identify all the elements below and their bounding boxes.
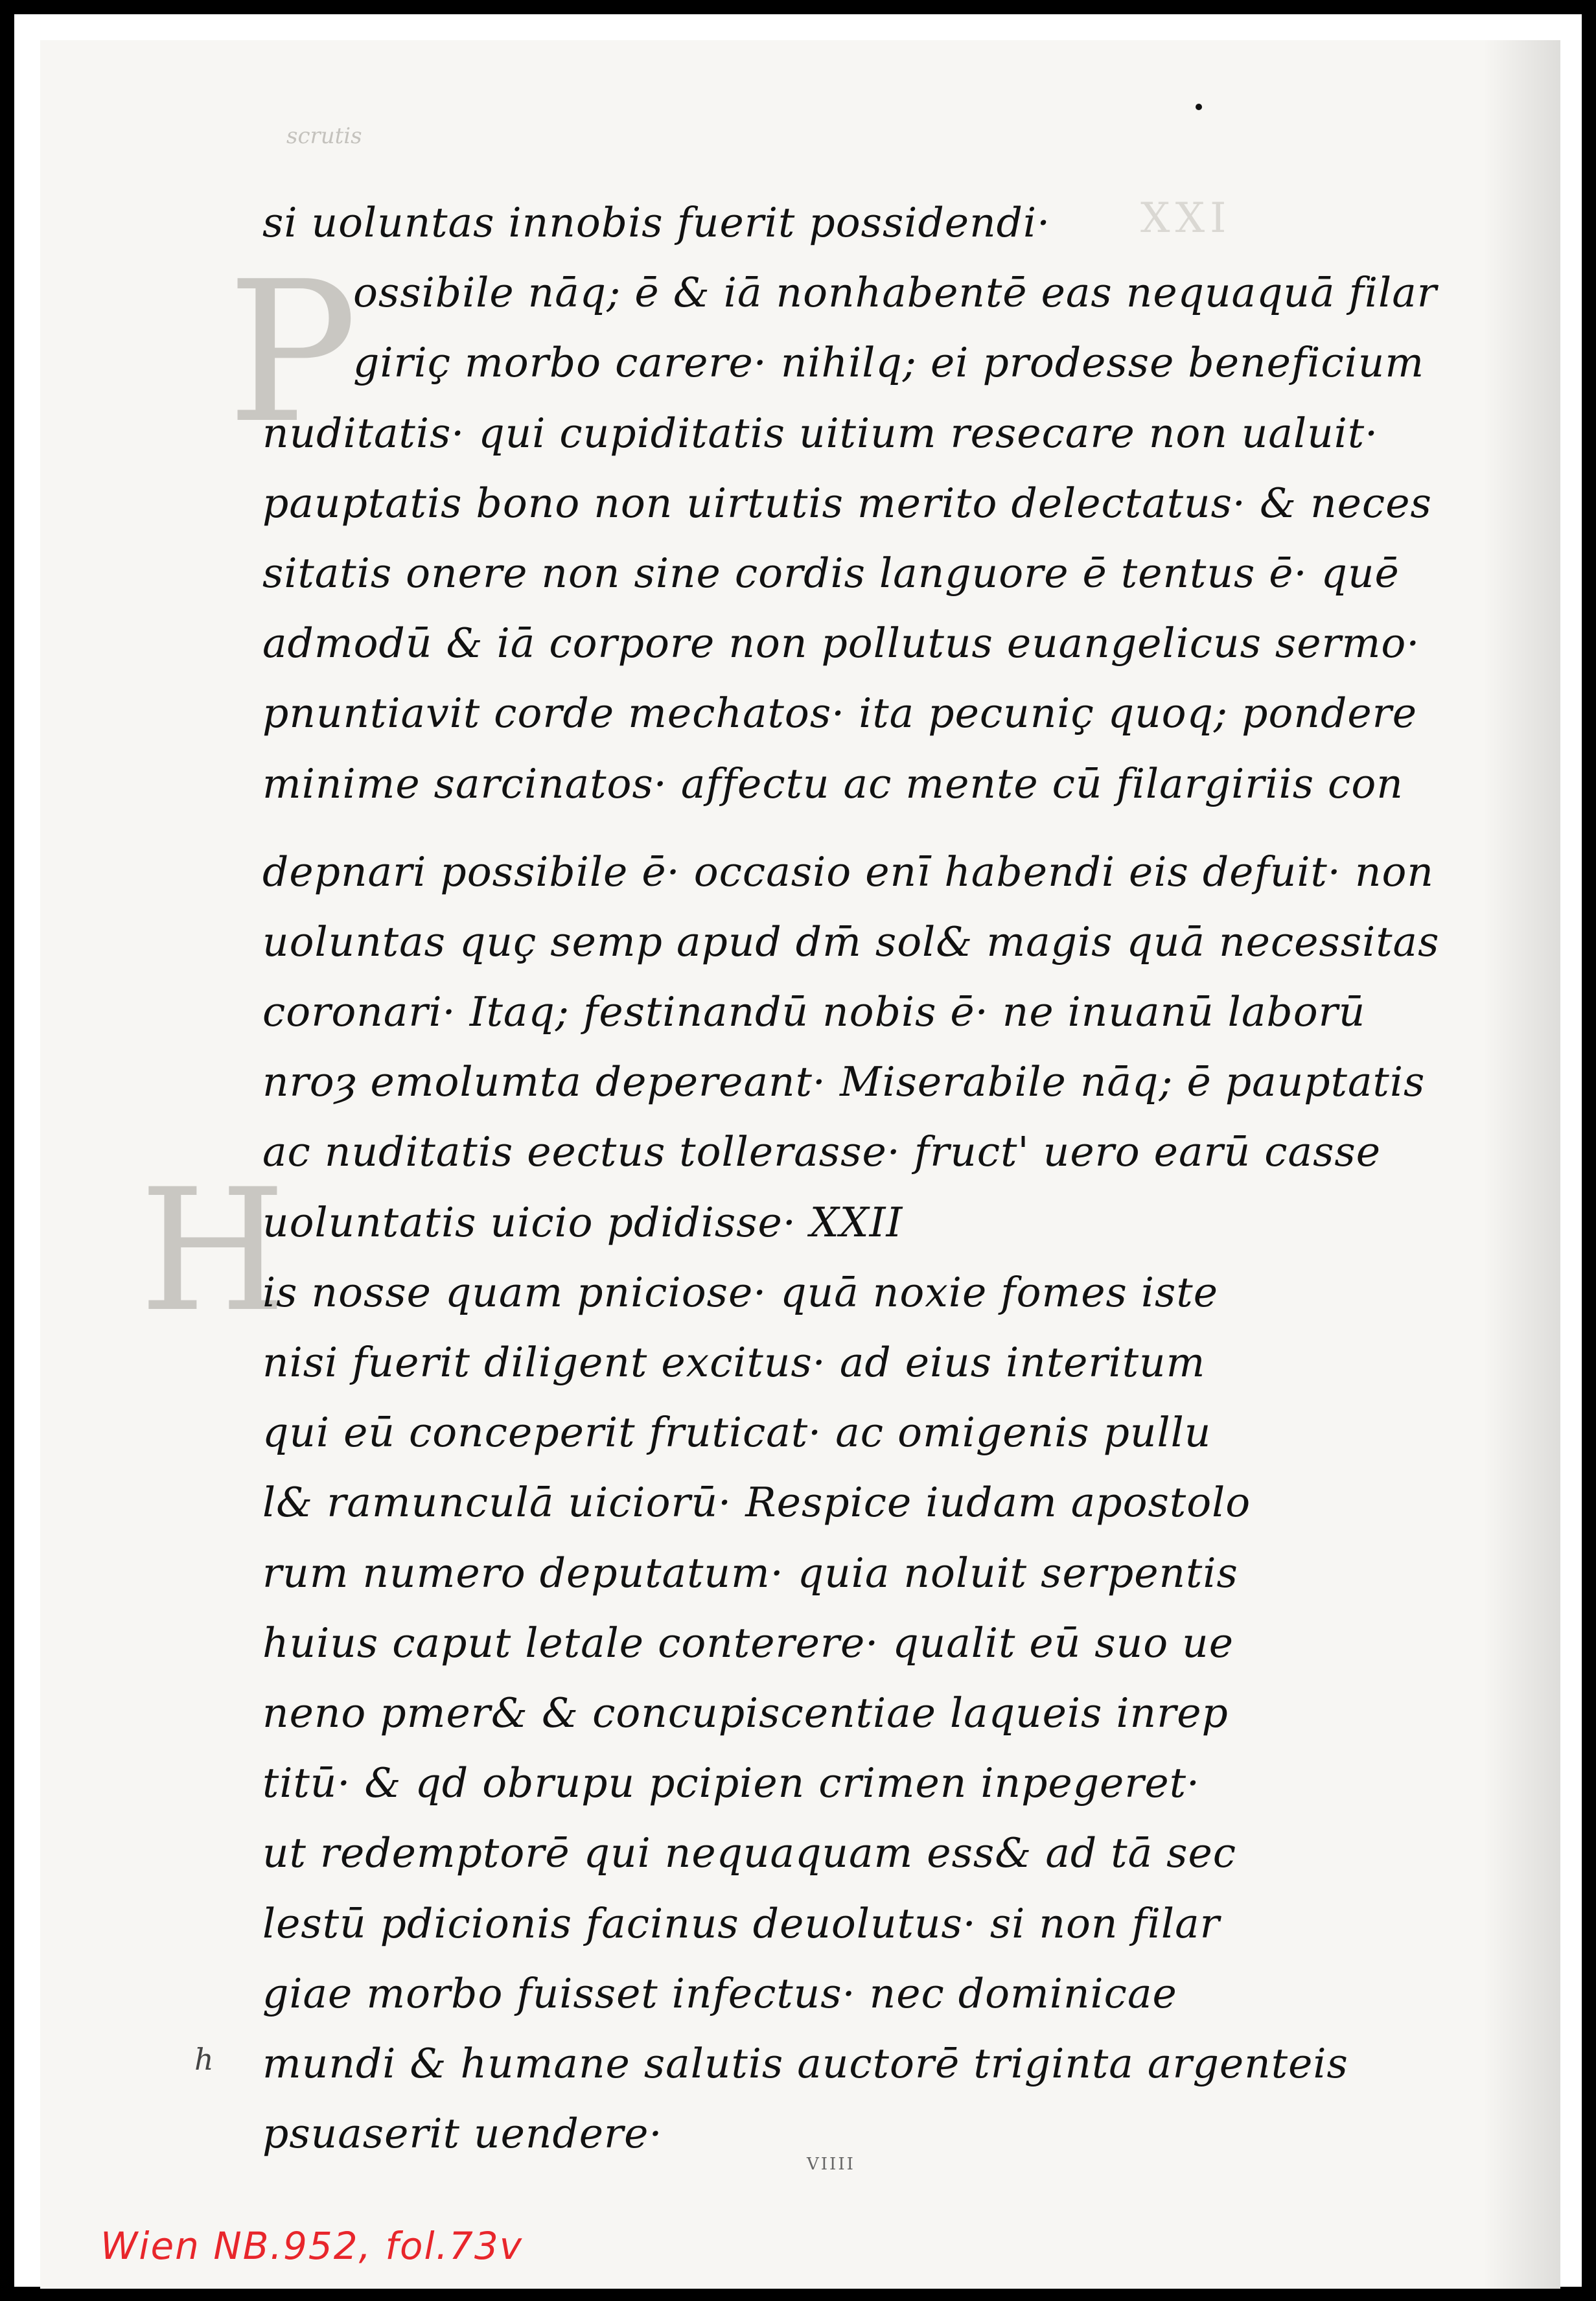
decorated-initial-h: H: [139, 1153, 286, 1349]
text-line-24: ut redemptorē qui nequaquam ess& ad tā sec: [262, 1829, 1237, 1877]
ink-dot: [1196, 104, 1202, 110]
text-line-26: giae morbo fuisset infectus· nec dominicae: [262, 1969, 1177, 2017]
text-line-25: lestū pdicionis facinus deuolutus· si non filar: [262, 1899, 1220, 1947]
text-line-17: nisi fuerit diligent excitus· ad eius interitum: [262, 1339, 1206, 1386]
text-line-21: huius caput letale conterere· qualit eū suo ue: [262, 1619, 1234, 1667]
text-line-14: ac nuditatis eectus tollerasse· fruct' uero earū casse: [262, 1128, 1382, 1176]
text-line-18: qui eū conceperit fruticat· ac omigenis pullu: [262, 1409, 1212, 1457]
faded-chapter-number: XXI: [1140, 194, 1232, 242]
folio-mark: VIIII: [807, 2155, 855, 2174]
decorated-initial-p: P: [227, 240, 358, 466]
text-line-20: rum numero deputatum· quia noluit serpentis: [262, 1549, 1238, 1597]
margin-letter-h: h: [194, 2041, 214, 2077]
text-line-6: sitatis onere non sine cordis languore ē tentus ē· quē: [262, 549, 1400, 597]
text-line-16: is nosse quam pniciose· quā noxie fomes iste: [262, 1268, 1218, 1316]
text-line-1: si uoluntas innobis fuerit possidendi·: [262, 199, 1051, 246]
text-line-2: ossibile nāq; ē & iā nonhabentē eas nequaquā filar: [353, 269, 1437, 317]
text-line-22: neno pmer& & concupiscentiae laqueis inrep: [262, 1689, 1229, 1737]
text-line-10: depnari possibile ē· occasio enī habendi eis defuit· non: [262, 848, 1434, 896]
text-line-5: pauptatis bono non uirtutis merito delectatus· & neces: [262, 479, 1432, 527]
text-line-19: l& ramunculā uiciorū· Respice iudam apostolo: [262, 1479, 1251, 1527]
marginal-note-top: scrutis: [286, 123, 362, 149]
text-line-8: pnuntiavit corde mechatos· ita pecuniç quoq; pondere: [262, 689, 1418, 737]
text-line-7: admodū & iā corpore non pollutus euangelicus sermo·: [262, 619, 1420, 667]
manuscript-text-block: [262, 188, 1545, 2169]
archive-caption: Wien NB.952, fol.73v: [100, 2224, 524, 2268]
text-line-27: mundi & humane salutis auctorē triginta argenteis: [262, 2039, 1348, 2087]
text-line-28: psuaserit uendere·: [262, 2110, 663, 2158]
text-line-11: uoluntas quç semp apud dm̄ sol& magis quā necessitas: [262, 918, 1440, 965]
text-line-4: nuditatis· qui cupiditatis uitium resecare non ualuit·: [262, 409, 1379, 457]
text-line-9: minime sarcinatos· affectu ac mente cū filargiriis con: [262, 759, 1404, 807]
text-line-23: titū· & qd obrupu pcipien crimen inpegeret·: [262, 1759, 1201, 1807]
text-line-12: coronari· Itaq; festinandū nobis ē· ne inuanū laborū: [262, 988, 1366, 1036]
text-line-13: nroȝ emolumta depereant· Miserabile nāq; ē pauptatis: [262, 1058, 1426, 1106]
text-line-15: uoluntatis uicio pdidisse· XXII: [262, 1198, 903, 1246]
text-line-3: giriç morbo carere· nihilq; ei prodesse beneficium: [353, 339, 1425, 387]
